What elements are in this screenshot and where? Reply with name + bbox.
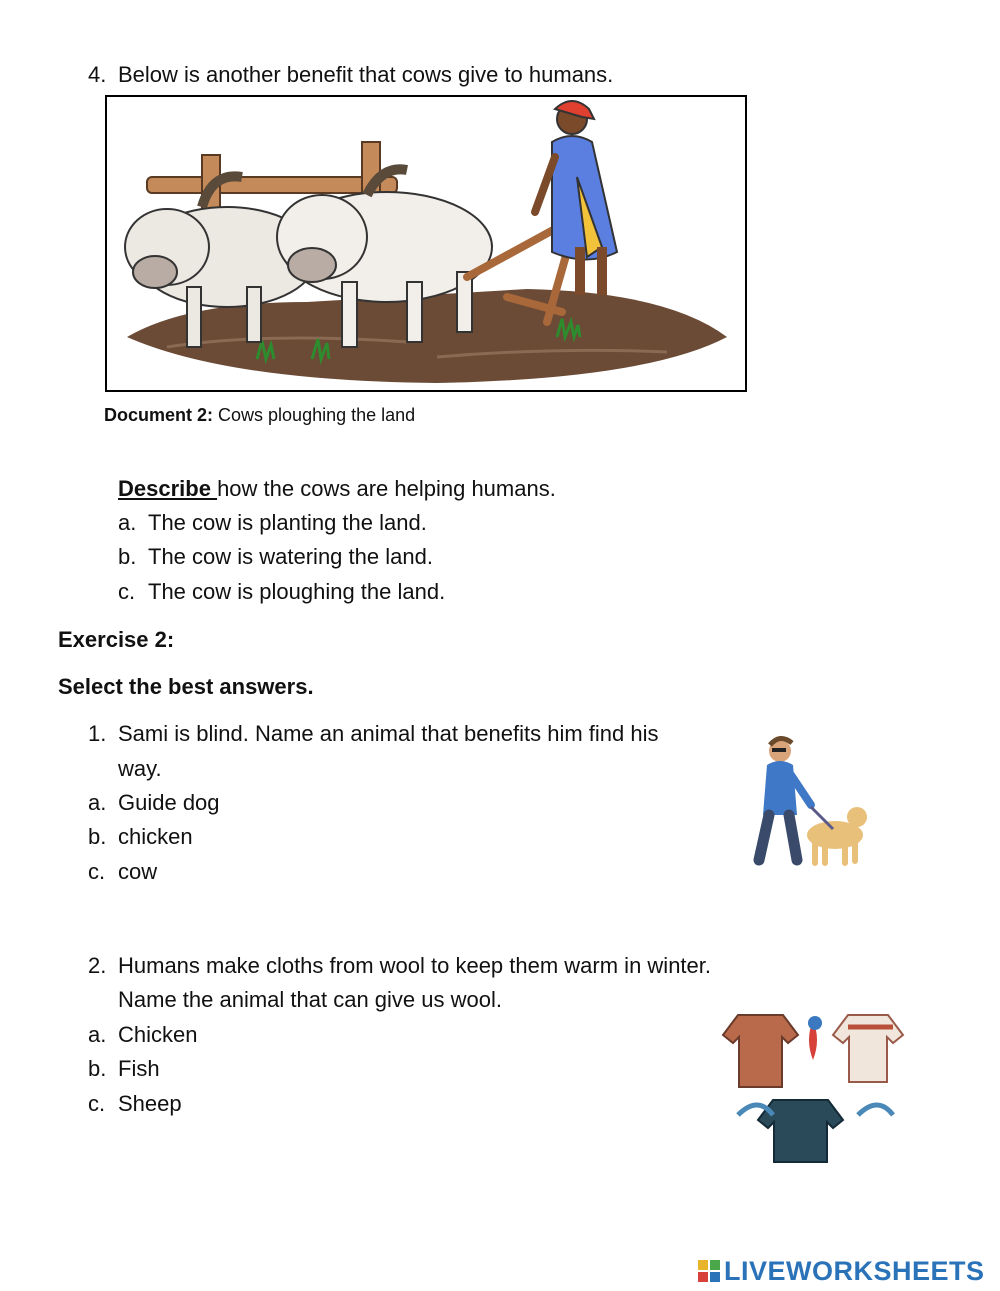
wool-sweaters-image — [718, 1005, 910, 1165]
ploughing-illustration — [105, 95, 747, 392]
question-number: 4. — [88, 62, 107, 87]
exercise-2-title: Exercise 2: — [58, 627, 175, 652]
q4-option-a[interactable]: a. The cow is planting the land. — [118, 510, 427, 535]
q4-option-c[interactable]: c. The cow is ploughing the land. — [118, 579, 446, 604]
describe-prompt: Describe how the cows are helping humans. — [118, 476, 556, 501]
logo-icon — [698, 1260, 720, 1282]
ex2-question-2-cont: Name the animal that can give us wool. — [118, 987, 502, 1012]
guide-dog-image — [725, 735, 890, 880]
farmer — [535, 101, 617, 295]
liveworksheets-logo — [698, 1256, 985, 1286]
yoke — [147, 177, 397, 193]
ex2-q2-option-c[interactable]: c. Sheep — [88, 1091, 182, 1116]
document-caption: Document 2: Cows ploughing the land — [104, 405, 416, 425]
ex2-q2-option-b[interactable]: b. Fish — [88, 1056, 160, 1081]
logo-text: LIVEWORKSHEETS — [724, 1255, 985, 1286]
ex2-q1-option-b[interactable]: b. chicken — [88, 824, 193, 849]
q4-option-b[interactable]: b. The cow is watering the land. — [118, 544, 433, 569]
ex2-question-1-cont: way. — [118, 756, 162, 781]
ex2-question-1: 1. Sami is blind. Name an animal that benefits him find his — [88, 721, 659, 746]
ex2-q2-option-a[interactable]: a. Chicken — [88, 1022, 198, 1047]
ploughing-drawing — [107, 97, 745, 390]
ex2-q1-option-c[interactable]: c. cow — [88, 859, 158, 884]
question-4-text: 4. Below is another benefit that cows give to humans. — [88, 62, 614, 87]
ex2-q1-option-a[interactable]: a. Guide dog — [88, 790, 220, 815]
ex2-question-2: 2. Humans make cloths from wool to keep them warm in winter. — [88, 953, 712, 978]
exercise-2-instruction: Select the best answers. — [58, 674, 314, 699]
